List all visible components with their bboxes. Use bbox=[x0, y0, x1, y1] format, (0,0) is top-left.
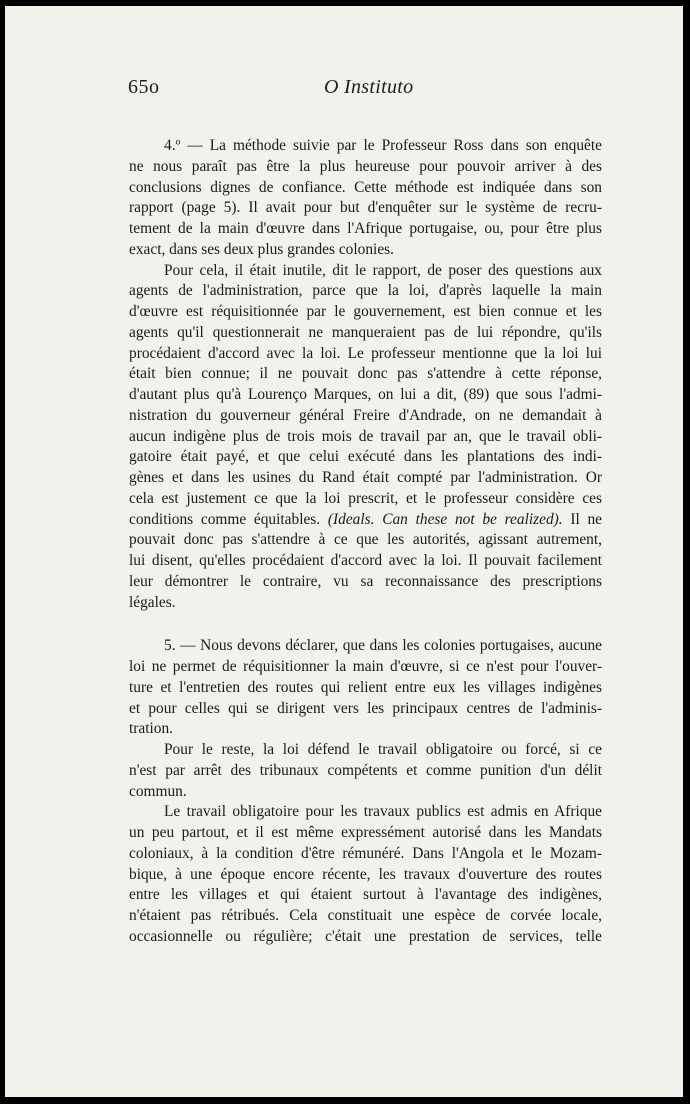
paragraph-5 bbox=[129, 636, 602, 740]
text-line: Pour le reste, la loi défend le travail obligatoire ou forcé, si ce bbox=[164, 741, 602, 758]
text-line: aucun indigène plus de trois mois de travail par an, que le travail obli- bbox=[129, 427, 602, 445]
text-line: lui disent, qu'elles procédaient d'accord avec la loi. Il pouvait facilement bbox=[129, 552, 602, 569]
text-line: procédaient d'accord avec la loi. Le professeur mentionne que la loi lui bbox=[129, 344, 602, 362]
book-page bbox=[5, 6, 683, 1097]
text-line: loi ne permet de réquisitionner la main d'œuvre, si ce n'est pour l'ouver- bbox=[129, 658, 602, 675]
text-line: leur démontrer le contraire, vu sa reconnaissance des prescriptions bbox=[129, 572, 602, 590]
text-line: un peu partout, et il est même expressément autorisé dans les Mandats bbox=[129, 824, 602, 841]
text-line: agents de l'administration, parce que la loi, d'après laquelle la main bbox=[129, 282, 602, 300]
text-line-with-italic bbox=[129, 510, 602, 531]
paragraph-travail-obligatoire bbox=[129, 802, 602, 947]
text-line: d'autant plus qu'à Lourenço Marques, on lui a dit, (89) que sous l'admi- bbox=[129, 386, 602, 403]
running-title: O Instituto bbox=[324, 76, 414, 98]
italic-quote: (Ideals. Can these not be realized). bbox=[327, 510, 563, 528]
text-line: exact, dans ses deux plus grandes colonies. bbox=[129, 240, 394, 258]
paragraph-gap bbox=[129, 613, 602, 636]
paragraph-pour-le-reste bbox=[129, 740, 602, 802]
text-line: ture et l'entretien des routes qui relient entre eux les villages indigènes bbox=[129, 678, 602, 696]
text-line: tration. bbox=[129, 720, 174, 738]
text-line: tement de la main d'œuvre dans l'Afrique portugaise, ou, pour être plus bbox=[129, 220, 602, 237]
text-line: gatoire était payé, et que celui exécuté dans les plantations des indi- bbox=[129, 448, 602, 466]
text-line: rapport (page 5). Il avait pour but d'enquêter sur le système de recru- bbox=[129, 199, 602, 217]
paragraph-pour-cela bbox=[129, 261, 602, 614]
italic-line-suffix: Il ne bbox=[562, 510, 602, 528]
text-line: coloniaux, à la condition d'être rémunéré. Dans l'Angola et le Mozam- bbox=[129, 844, 602, 862]
body-text bbox=[129, 136, 602, 948]
text-line: 5. — Nous devons déclarer, que dans les colonies portugaises, aucune bbox=[164, 637, 602, 655]
text-line: entre les villages et qui étaient surtout à l'avantage des indigènes, bbox=[129, 886, 602, 904]
text-line: gènes et dans les usines du Rand était compté par l'administration. Or bbox=[129, 469, 602, 486]
text-line: nistration du gouverneur général Freire d'Andrade, on ne demandait à bbox=[129, 406, 602, 424]
text-line: d'œuvre est réquisitionnée par le gouvernement, est bien connue et les bbox=[129, 303, 602, 320]
text-line: et pour celles qui se dirigent vers les principaux centres de l'adminis- bbox=[129, 699, 602, 717]
text-line: était bien connue; il ne pouvait donc pas s'attendre à cette réponse, bbox=[129, 365, 602, 383]
text-line: occasionnelle ou régulière; c'était une prestation de services, telle bbox=[129, 927, 602, 945]
text-line: 4.º — La méthode suivie par le Professeur Ross dans son enquête bbox=[164, 137, 602, 154]
text-line: conclusions dignes de confiance. Cette méthode est indiquée dans son bbox=[129, 178, 602, 196]
page-number: 65o bbox=[128, 76, 160, 98]
text-line: cela est justement ce que la loi prescrit, et le professeur considère ces bbox=[129, 489, 602, 507]
text-line: Pour cela, il était inutile, dit le rapport, de poser des questions aux bbox=[164, 261, 602, 279]
text-line: Le travail obligatoire pour les travaux publics est admis en Afrique bbox=[164, 803, 602, 821]
text-line: commun. bbox=[129, 782, 187, 800]
text-line: légales. bbox=[129, 593, 176, 611]
italic-line-prefix: conditions comme équitables. bbox=[129, 510, 328, 528]
text-line: agents qu'il questionnerait ne manqueraient pas de lui répondre, qu'ils bbox=[129, 323, 602, 341]
text-line: n'est par arrêt des tribunaux compétents et comme punition d'un délit bbox=[129, 761, 602, 779]
page-header bbox=[128, 76, 588, 106]
paragraph-4 bbox=[129, 136, 602, 261]
text-line: pouvait donc pas s'attendre à ce que les autorités, agissant autrement, bbox=[129, 531, 602, 549]
text-line: ne nous paraît pas être la plus heureuse pour pouvoir arriver à des bbox=[129, 157, 602, 175]
text-line: n'étaient pas rétribués. Cela constituait une espèce de corvée locale, bbox=[129, 907, 602, 924]
text-line: bique, à une époque encore récente, les travaux d'ouverture des routes bbox=[129, 865, 602, 883]
